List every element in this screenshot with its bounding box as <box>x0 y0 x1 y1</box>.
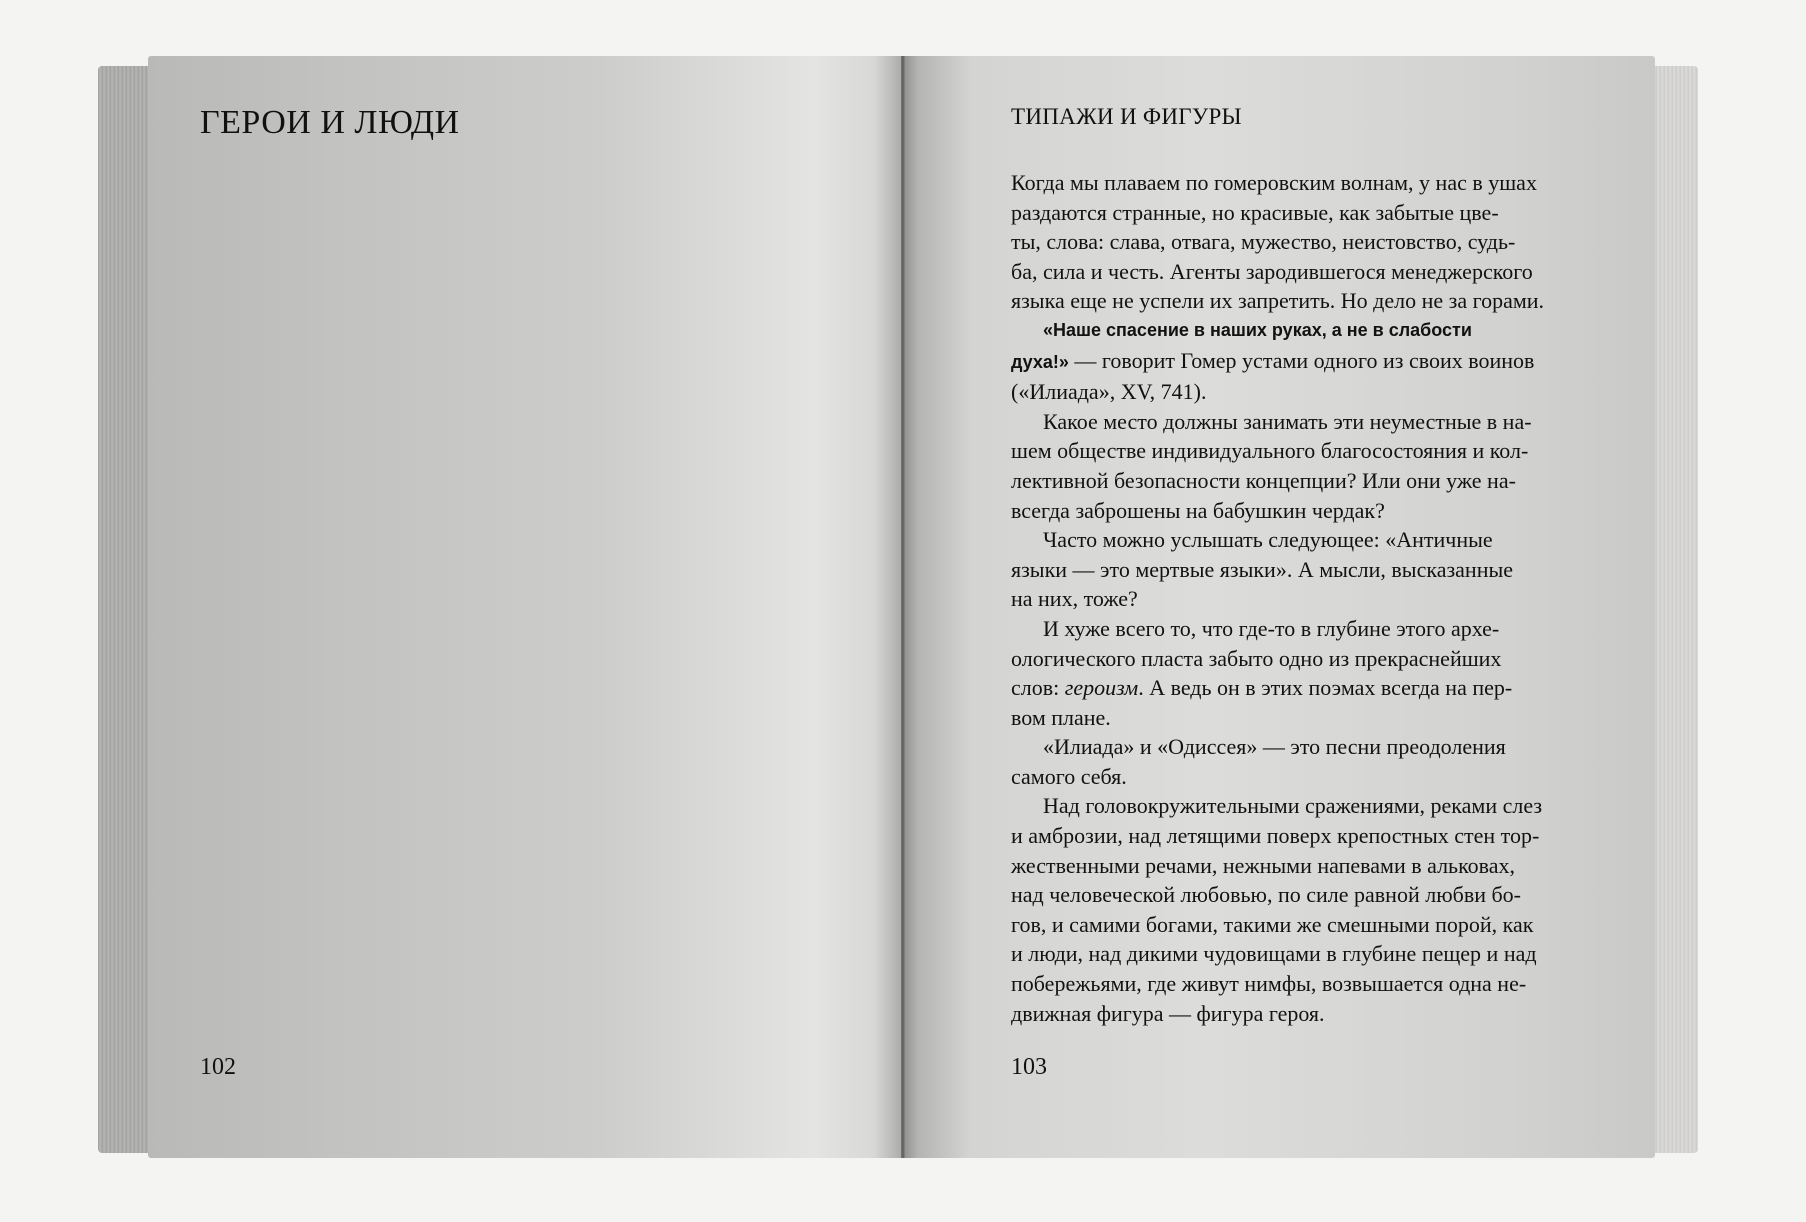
quote-end: духа!» <box>1011 351 1069 372</box>
text-line: ты, слова: слава, отвага, мужество, неистовство, судь- <box>1011 229 1516 255</box>
chapter-title: ГЕРОИ И ЛЮДИ <box>200 104 460 141</box>
text-line: («Илиада», XV, 741). <box>1011 379 1207 405</box>
text-line: языка еще не успели их запретить. Но дело не за горами. <box>1011 288 1545 314</box>
book-gutter <box>901 56 905 1158</box>
text-line <box>1011 673 1621 703</box>
text-line: Над головокружительными сражениями, реками слез <box>1043 793 1543 819</box>
text-line: языки — это мертвые языки». А мысли, высказанные <box>1011 556 1514 582</box>
text-line: раздаются странные, но красивые, как забытые цве- <box>1011 199 1499 225</box>
left-page <box>148 56 904 1158</box>
text-line: гов, и самими богами, такими же смешными порой, как <box>1011 911 1534 937</box>
text-line: И хуже всего то, что где-то в глубине этого архе- <box>1043 615 1500 641</box>
text-line: движная фигура — фигура героя. <box>1011 1000 1325 1026</box>
text-line: «Илиада» и «Одиссея» — это песни преодоления <box>1043 734 1506 760</box>
text-line: и люди, над дикими чудовищами в глубине пещер и над <box>1011 941 1537 967</box>
text-line: ологического пласта забыто одно из прекраснейших <box>1011 645 1502 671</box>
quote-line: «Наше спасение в наших руках, а не в слабости <box>1043 319 1472 340</box>
text-line: всегда заброшены на бабушкин чердак? <box>1011 497 1385 523</box>
text-line: над человеческой любовью, по силе равной любви бо- <box>1011 882 1522 908</box>
text-segment: слов: <box>1011 675 1065 701</box>
page-number-left: 102 <box>200 1054 236 1080</box>
text-line: и амброзии, над летящими поверх крепостных стен тор- <box>1011 823 1540 849</box>
text-line: ба, сила и честь. Агенты зародившегося менеджерского <box>1011 258 1533 284</box>
text-line: Часто можно услышать следующее: «Античные <box>1043 527 1493 553</box>
body-text <box>1011 168 1621 1028</box>
text-line: шем обществе индивидуального благосостояния и кол- <box>1011 438 1529 464</box>
text-line: побережьями, где живут нимфы, возвышается одна не- <box>1011 971 1527 997</box>
text-line: жественными речами, нежными напевами в альковах, <box>1011 852 1516 878</box>
running-header: ТИПАЖИ И ФИГУРЫ <box>1011 104 1242 129</box>
text-segment: . А ведь он в этих поэмах всегда на пер- <box>1138 675 1513 701</box>
italic-word: героизм <box>1064 675 1139 701</box>
right-page <box>903 56 1655 1158</box>
text-line: вом плане. <box>1011 704 1111 730</box>
text-line: Когда мы плаваем по гомеровским волнам, у нас в ушах <box>1011 170 1537 195</box>
text-line: лективной безопасности концепции? Или они уже на- <box>1011 467 1516 493</box>
text-line: на них, тоже? <box>1011 586 1138 612</box>
quote-attribution: — говорит Гомер устами одного из своих воинов <box>1068 347 1535 373</box>
page-number-right: 103 <box>1011 1054 1047 1080</box>
text-line: Какое место должны занимать эти неуместные в на- <box>1043 408 1532 434</box>
text-line: самого себя. <box>1011 763 1127 789</box>
text-line <box>1011 346 1621 378</box>
